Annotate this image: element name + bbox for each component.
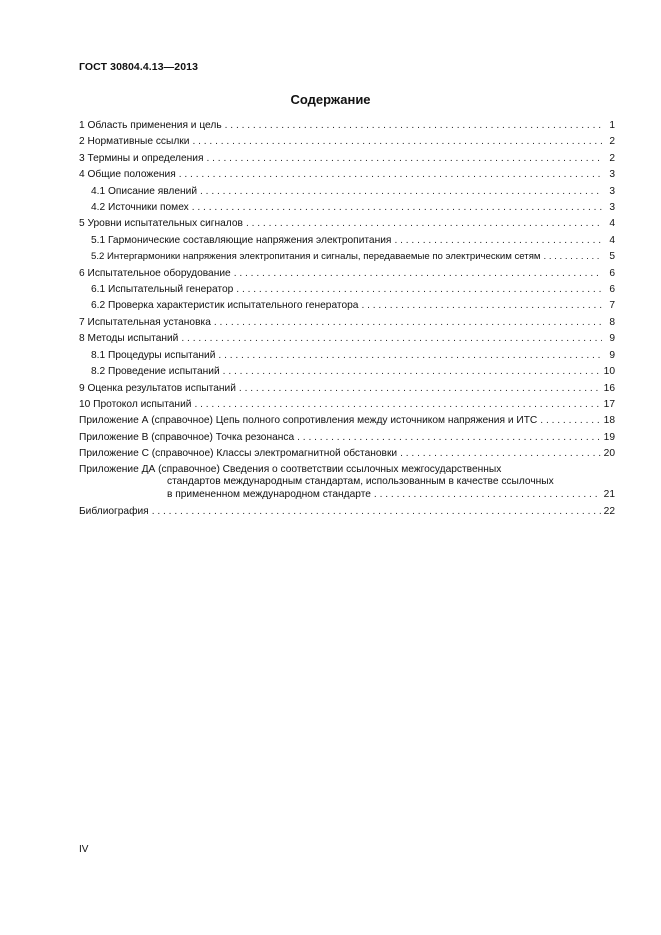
toc-subentry[interactable]: [79, 200, 615, 216]
toc-entry[interactable]: [79, 446, 615, 462]
toc-entry-appendix-da[interactable]: [79, 464, 615, 502]
toc-title: Содержание: [290, 92, 371, 107]
toc-entry-page: 3: [609, 202, 615, 214]
toc-entry-page: 9: [609, 333, 615, 345]
toc-entry-label: Библиография: [79, 506, 149, 518]
toc-entry-page: 9: [609, 349, 615, 361]
toc-entry[interactable]: [79, 167, 615, 183]
document-code: ГОСТ 30804.4.13—2013: [79, 61, 199, 73]
toc-entry-page: 7: [609, 300, 615, 312]
toc-entry-label: Приложение В (справочное) Точка резонанса: [79, 431, 295, 443]
toc-subentry[interactable]: [79, 249, 615, 265]
toc-entry-label: 10 Протокол испытаний: [79, 398, 192, 410]
toc-entry-label: 6.2 Проверка характеристик испытательного генератора: [91, 300, 359, 312]
table-of-contents: [79, 118, 615, 521]
toc-entry-label: 7 Испытательная установка: [79, 316, 211, 328]
toc-entry[interactable]: [79, 397, 615, 413]
toc-entry[interactable]: [79, 430, 615, 446]
dot-leader: [179, 167, 602, 183]
dot-leader: [236, 282, 602, 298]
toc-subentry[interactable]: [79, 348, 615, 364]
dot-leader: [225, 118, 602, 134]
toc-entry-page: 3: [609, 169, 615, 181]
toc-entry-label: Приложение ДА (справочное) Сведения о соответствии ссылочных межгосударственных: [79, 463, 502, 475]
dot-leader: [181, 331, 602, 347]
toc-entry-label: 8.2 Проведение испытаний: [91, 366, 220, 378]
toc-entry-label: 2 Нормативные ссылки: [79, 136, 190, 148]
toc-subentry[interactable]: [79, 298, 615, 314]
dot-leader: [194, 397, 600, 413]
toc-entry-page: 1: [609, 120, 615, 131]
toc-entry-page: 10: [603, 366, 615, 378]
toc-entry[interactable]: [79, 331, 615, 347]
toc-entry-label: Приложение С (справочное) Классы электромагнитной обстановки: [79, 448, 398, 460]
dot-leader: [214, 315, 602, 331]
toc-entry-page: 18: [603, 415, 615, 427]
toc-entry-page: 20: [603, 448, 615, 460]
toc-entry-label: 4.1 Описание явлений: [91, 185, 198, 197]
toc-subentry[interactable]: [79, 364, 615, 380]
toc-entry-page: 2: [609, 152, 615, 164]
dot-leader: [223, 364, 601, 380]
toc-entry-page: 6: [609, 267, 615, 279]
toc-entry-page: 5: [609, 251, 615, 263]
toc-entry-page: 3: [609, 185, 615, 197]
toc-entry-label: 8.1 Процедуры испытаний: [91, 349, 216, 361]
toc-entry-label: 8 Методы испытаний: [79, 333, 179, 345]
dot-leader: [374, 489, 601, 502]
toc-entry[interactable]: [79, 381, 615, 397]
toc-entry-label-continued: в примененном международном стандарте: [167, 488, 371, 500]
toc-entry[interactable]: [79, 413, 615, 429]
toc-entry-page: 22: [603, 506, 615, 518]
dot-leader: [234, 266, 602, 282]
dot-leader: [246, 216, 602, 232]
toc-entry-page: 16: [603, 382, 615, 394]
toc-entry-label: 3 Термины и определения: [79, 152, 204, 164]
toc-entry-page: 21: [603, 488, 615, 500]
dot-leader: [218, 348, 602, 364]
toc-entry-page: 4: [609, 234, 615, 246]
toc-entry[interactable]: [79, 134, 615, 150]
dot-leader: [544, 249, 603, 265]
toc-entry-label: 4 Общие положения: [79, 169, 176, 181]
toc-entry-bibliography[interactable]: [79, 504, 615, 520]
toc-entry-label: 5 Уровни испытательных сигналов: [79, 218, 243, 230]
toc-entry[interactable]: [79, 216, 615, 232]
toc-entry-label: 6 Испытательное оборудование: [79, 267, 231, 279]
toc-entry-page: 19: [603, 431, 615, 443]
toc-entry-page: 2: [609, 136, 615, 148]
dot-leader: [206, 151, 602, 167]
toc-entry-page: 6: [609, 284, 615, 296]
toc-entry[interactable]: [79, 266, 615, 282]
toc-entry[interactable]: [79, 151, 615, 167]
toc-entry-label: Приложение А (справочное) Цепь полного сопротивления между источником напряжения и ИТС: [79, 415, 538, 427]
toc-entry-label: 6.1 Испытательный генератор: [91, 284, 234, 296]
dot-leader: [239, 381, 601, 397]
toc-entry-page: 8: [609, 316, 615, 328]
toc-entry-label-continued: стандартов международным стандартам, использованным в качестве ссылочных: [167, 476, 554, 488]
toc-subentry[interactable]: [79, 233, 615, 249]
toc-entry-label: 9 Оценка результатов испытаний: [79, 382, 236, 394]
dot-leader: [361, 298, 602, 314]
dot-leader: [540, 413, 600, 429]
dot-leader: [394, 233, 602, 249]
toc-entry-label: 5.1 Гармонические составляющие напряжения электропитания: [91, 234, 392, 246]
toc-entry[interactable]: [79, 315, 615, 331]
toc-entry-label: 4.2 Источники помех: [91, 202, 189, 214]
page-number: IV: [79, 844, 89, 855]
dot-leader: [192, 200, 602, 216]
toc-entry-label: 5.2 Интергармоники напряжения электропитания и сигналы, передаваемые по электрическим сетям: [91, 251, 541, 263]
dot-leader: [192, 134, 602, 150]
toc-subentry[interactable]: [79, 184, 615, 200]
toc-entry-page: 17: [603, 398, 615, 410]
dot-leader: [200, 184, 602, 200]
dot-leader: [400, 446, 601, 462]
dot-leader: [297, 430, 601, 446]
dot-leader: [152, 504, 601, 520]
toc-entry-page: 4: [609, 218, 615, 230]
toc-entry-label: 1 Область применения и цель: [79, 120, 222, 131]
toc-entry[interactable]: [79, 118, 615, 134]
toc-subentry[interactable]: [79, 282, 615, 298]
